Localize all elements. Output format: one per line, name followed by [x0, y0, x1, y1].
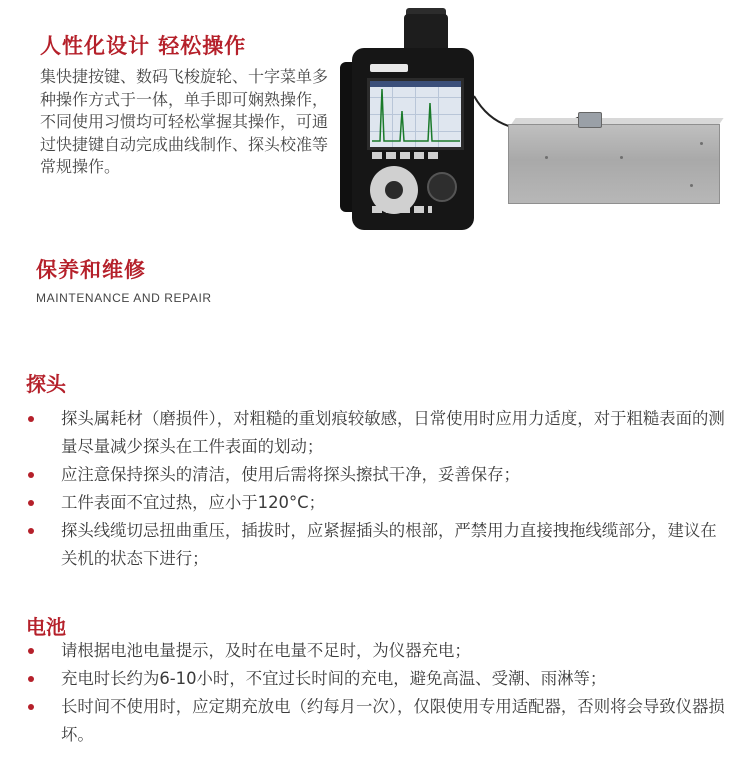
list-item: [26, 489, 726, 517]
list-item-text: 应注意保持探头的清洁，使用后需将探头擦拭干净，妥善保存；: [61, 465, 520, 484]
block-hole: [690, 184, 693, 187]
bullet-icon: [28, 528, 34, 534]
waveform-icon: [370, 81, 461, 147]
function-keys-row: [372, 152, 442, 159]
battery-care-list: [26, 637, 726, 749]
maintenance-title: 保养和维修: [36, 258, 146, 282]
bullet-icon: [28, 648, 34, 654]
probe: [578, 112, 602, 128]
block-hole: [620, 156, 623, 159]
section-title-probe: 探头: [26, 372, 66, 396]
list-item: [26, 665, 726, 693]
list-item: [26, 693, 726, 749]
device-label: [370, 64, 408, 72]
block-hole: [545, 156, 548, 159]
bullet-icon: [28, 676, 34, 682]
list-item-text: 长时间不使用时，应定期充放电（约每月一次），仅限使用专用适配器，否则将会导致仪器损坏。: [61, 697, 725, 744]
list-item: [26, 405, 726, 461]
section-title-battery: 电池: [26, 615, 66, 639]
maintenance-subtitle: MAINTENANCE AND REPAIR: [36, 291, 212, 305]
bullet-icon: [28, 500, 34, 506]
feature-description: 集快捷按键、数码飞梭旋轮、十字菜单多种操作方式于一体，单手即可娴熟操作，不同使用习惯均可轻松掌握其操作，可通过快捷键自动完成曲线制作、探头校准等常规操作。: [40, 67, 329, 176]
test-block: [508, 124, 720, 204]
feature-title: 人性化设计 轻松操作: [40, 34, 247, 58]
bullet-icon: [28, 472, 34, 478]
list-item-text: 工件表面不宜过热，应小于120°C；: [61, 493, 326, 512]
block-hole: [700, 142, 703, 145]
list-item-text: 充电时长约为6-10小时，不宜过长时间的充电，避免高温、受潮、雨淋等；: [61, 669, 607, 688]
probe-care-list: [26, 405, 726, 573]
keypad-center-button: [385, 181, 403, 199]
bullet-icon: [28, 704, 34, 710]
list-item: [26, 461, 726, 489]
list-item-text: 探头线缆切忌扭曲重压，插拔时，应紧握插头的根部，严禁用力直接拽拖线缆部分，建议在关机的状态下进行；: [61, 521, 717, 568]
list-item-text: 请根据电池电量提示，及时在电量不足时，为仪器充电；: [61, 641, 471, 660]
list-item: [26, 517, 726, 573]
device-screen: [367, 78, 464, 150]
list-item: [26, 637, 726, 665]
device-handle: [404, 14, 448, 50]
bullet-icon: [28, 416, 34, 422]
rotary-knob: [427, 172, 457, 202]
list-item-text: 探头属耗材（磨损件），对粗糙的重划痕较敏感，日常使用时应用力适度，对于粗糙表面的测量尽量减少探头在工件表面的划动；: [61, 409, 725, 456]
